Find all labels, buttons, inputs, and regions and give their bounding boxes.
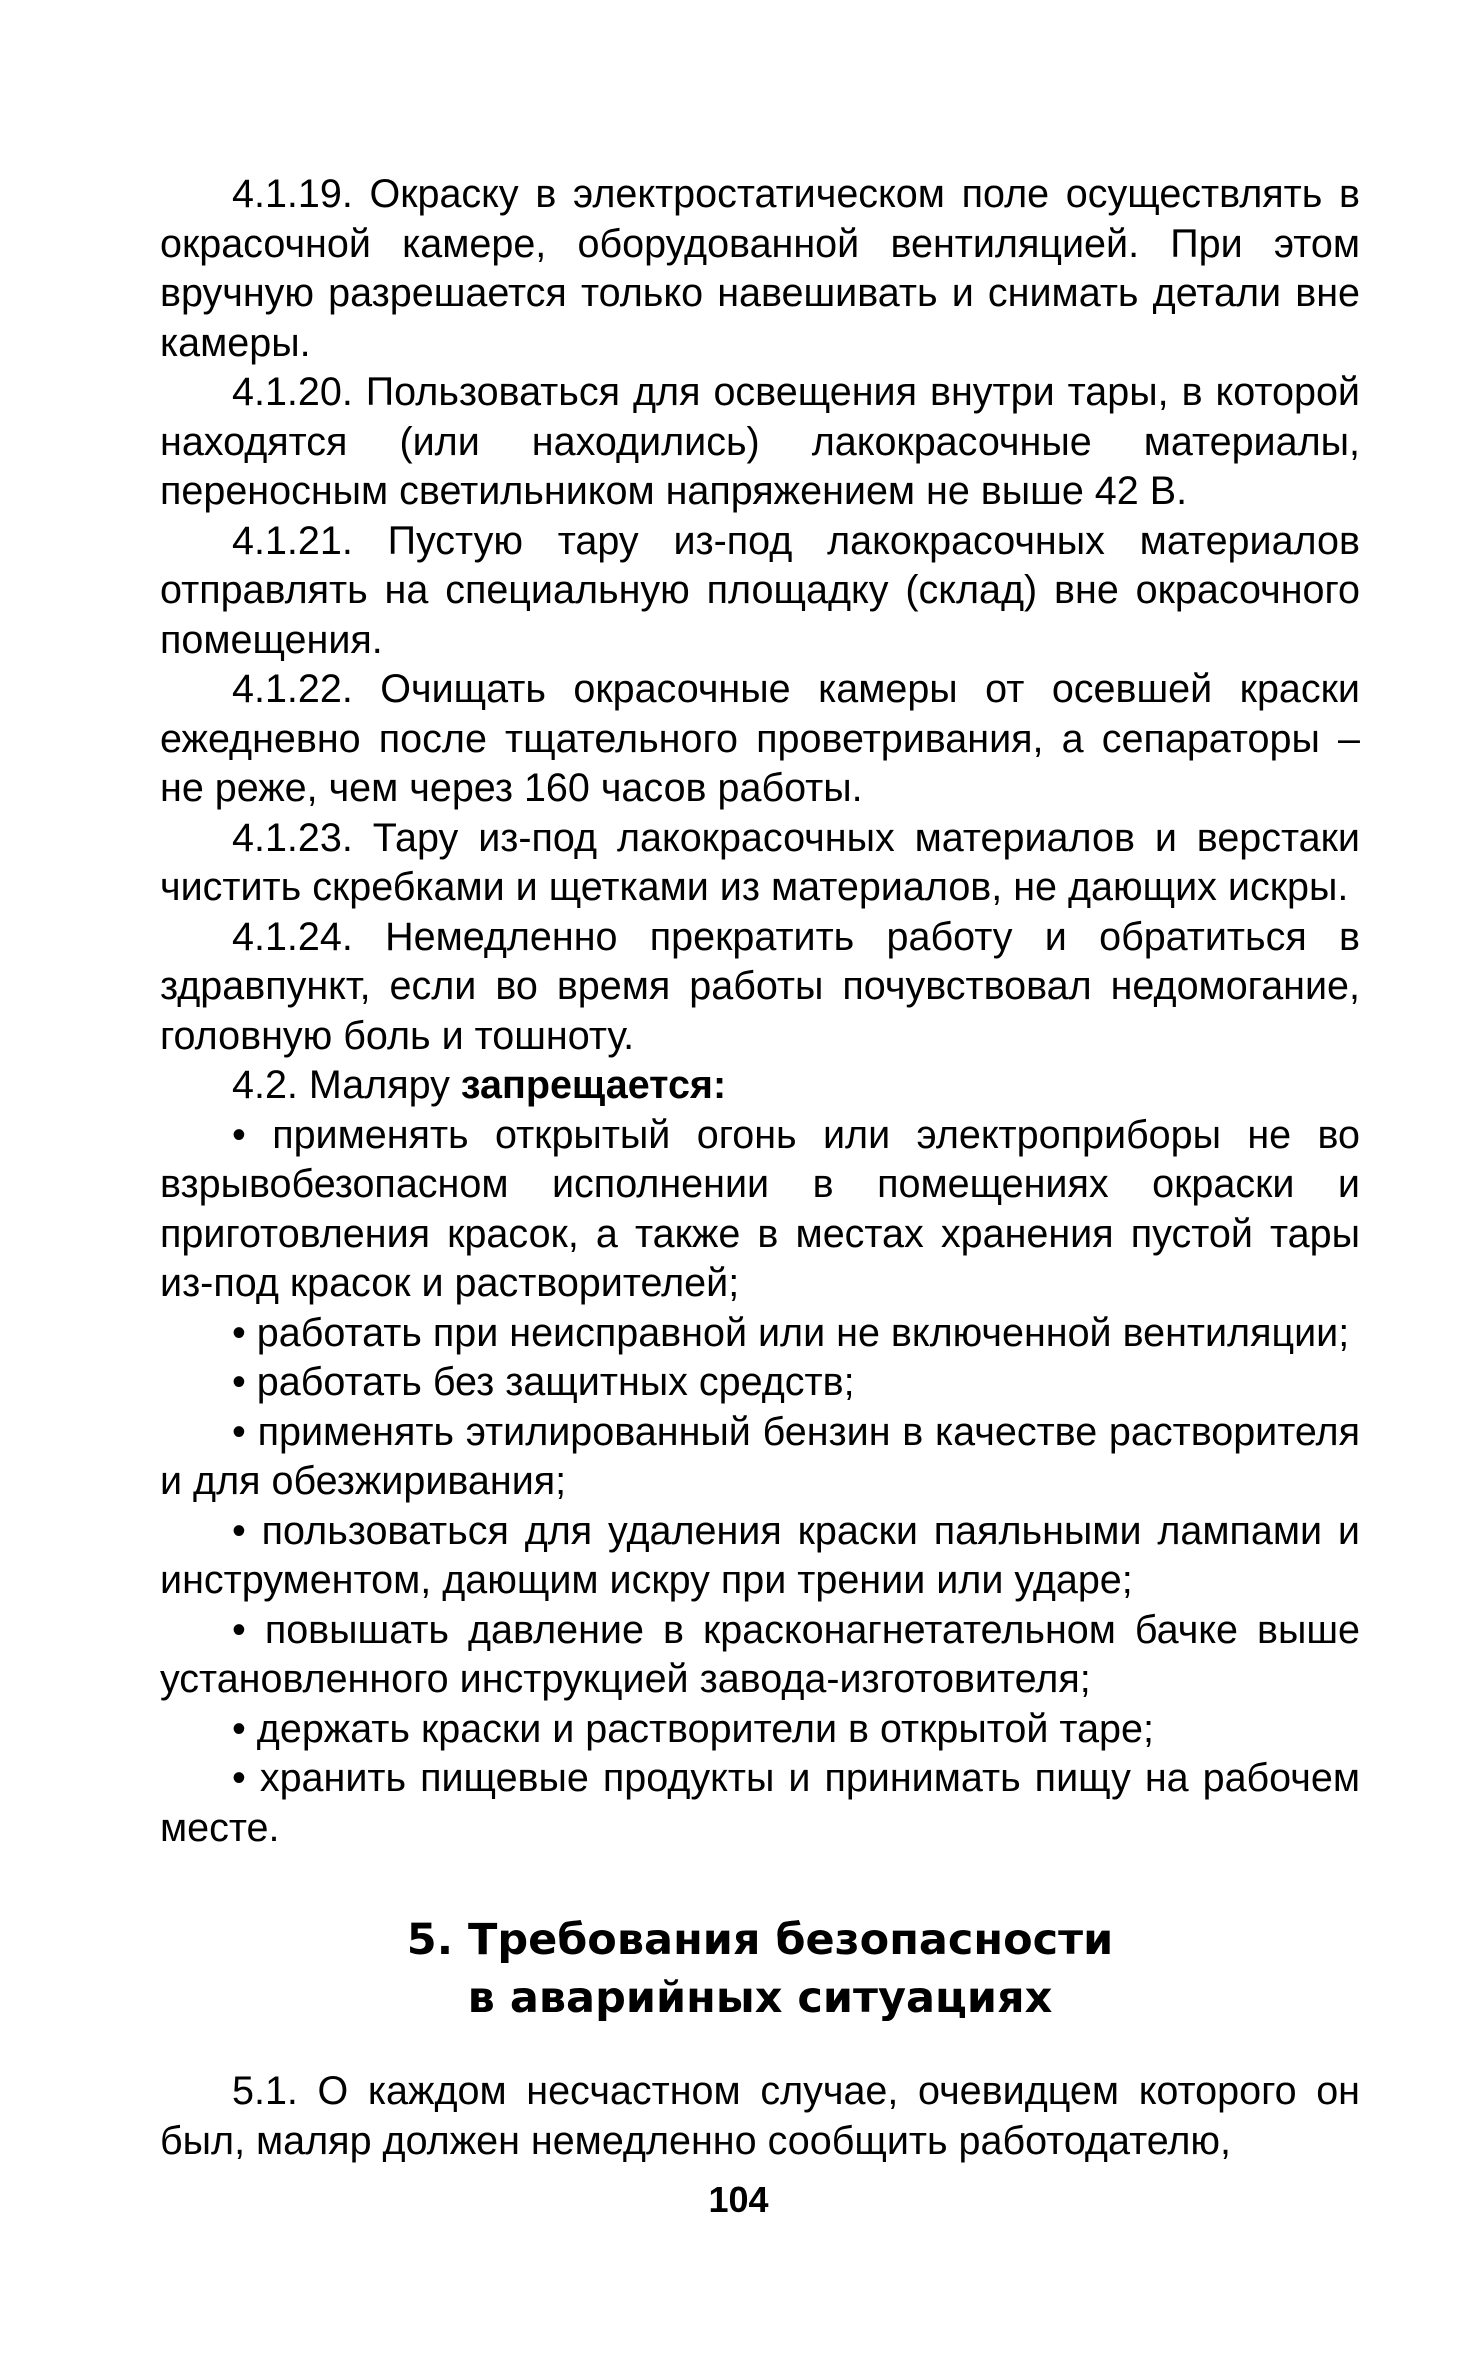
section-5-heading bbox=[160, 1911, 1360, 2027]
prohibition-item-7: • держать краски и растворители в открытой таре; bbox=[232, 1706, 1154, 1751]
prohibition-item-1: • применять открытый огонь или электроприборы не во взрывобезопасном исполнении в помещениях окраски и приготовления красок, а также в местах хранения пустой тары из-под красок и растворителей; bbox=[160, 1112, 1360, 1305]
paragraph-5-1: 5.1. О каждом несчастном случае, очевидцем которого он был, маляр должен немедленно сообщить работодателю, bbox=[160, 2069, 1360, 2163]
prohibition-item-5: • пользоваться для удаления краски паяльными лампами и инструментом, дающим искру при трении или ударе; bbox=[160, 1508, 1360, 1602]
paragraph-4-1-23: 4.1.23. Тару из-под лакокрасочных материалов и верстаки чистить скребками и щетками из материалов, не дающих искры. bbox=[160, 815, 1360, 909]
paragraph-4-2-emphasis: запрещается: bbox=[460, 1063, 727, 1107]
prohibition-item-8: • хранить пищевые продукты и принимать пищу на рабочем месте. bbox=[160, 1756, 1360, 1850]
page-number: 104 bbox=[708, 2179, 769, 2220]
prohibition-item-2: • работать при неисправной или не включенной вентиляции; bbox=[232, 1310, 1350, 1355]
prohibition-item-3: • работать без защитных средств; bbox=[232, 1360, 855, 1404]
section-5-heading-line-2: в аварийных ситуациях bbox=[467, 1973, 1053, 2023]
paragraph-4-2 bbox=[160, 1061, 1360, 1111]
prohibition-item-6: • повышать давление в красконагнетательном бачке выше установленного инструкцией завода-изготовителя; bbox=[160, 1607, 1360, 1701]
document-page bbox=[160, 170, 1360, 2166]
paragraph-4-1-21: 4.1.21. Пустую тару из-под лакокрасочных материалов отправлять на специальную площадку (склад) вне окрасочного помещения. bbox=[160, 518, 1360, 662]
paragraph-4-2-prefix: 4.2. Маляру bbox=[232, 1063, 461, 1107]
paragraph-4-1-24: 4.1.24. Немедленно прекратить работу и обратиться в здравпункт, если во время работы почувствовал недомогание, головную боль и тошноту. bbox=[160, 914, 1360, 1058]
paragraph-4-1-20: 4.1.20. Пользоваться для освещения внутри тары, в которой находятся (или находились) лакокрасочные материалы, переносным светильником напряжением не выше 42 В. bbox=[160, 370, 1360, 513]
paragraph-4-1-19: 4.1.19. Окраску в электростатическом поле осуществлять в окрасочной камере, оборудованной вентиляцией. При этом вручную разрешается только навешивать и снимать детали вне камеры. bbox=[160, 172, 1360, 365]
paragraph-4-1-22: 4.1.22. Очищать окрасочные камеры от осевшей краски ежедневно после тщательного проветривания, а сепараторы – не реже, чем через 160 часов работы. bbox=[160, 667, 1360, 810]
prohibition-item-4: • применять этилированный бензин в качестве растворителя и для обезжиривания; bbox=[160, 1409, 1360, 1503]
section-5-heading-line-1: 5. Требования безопасности bbox=[406, 1915, 1114, 1965]
